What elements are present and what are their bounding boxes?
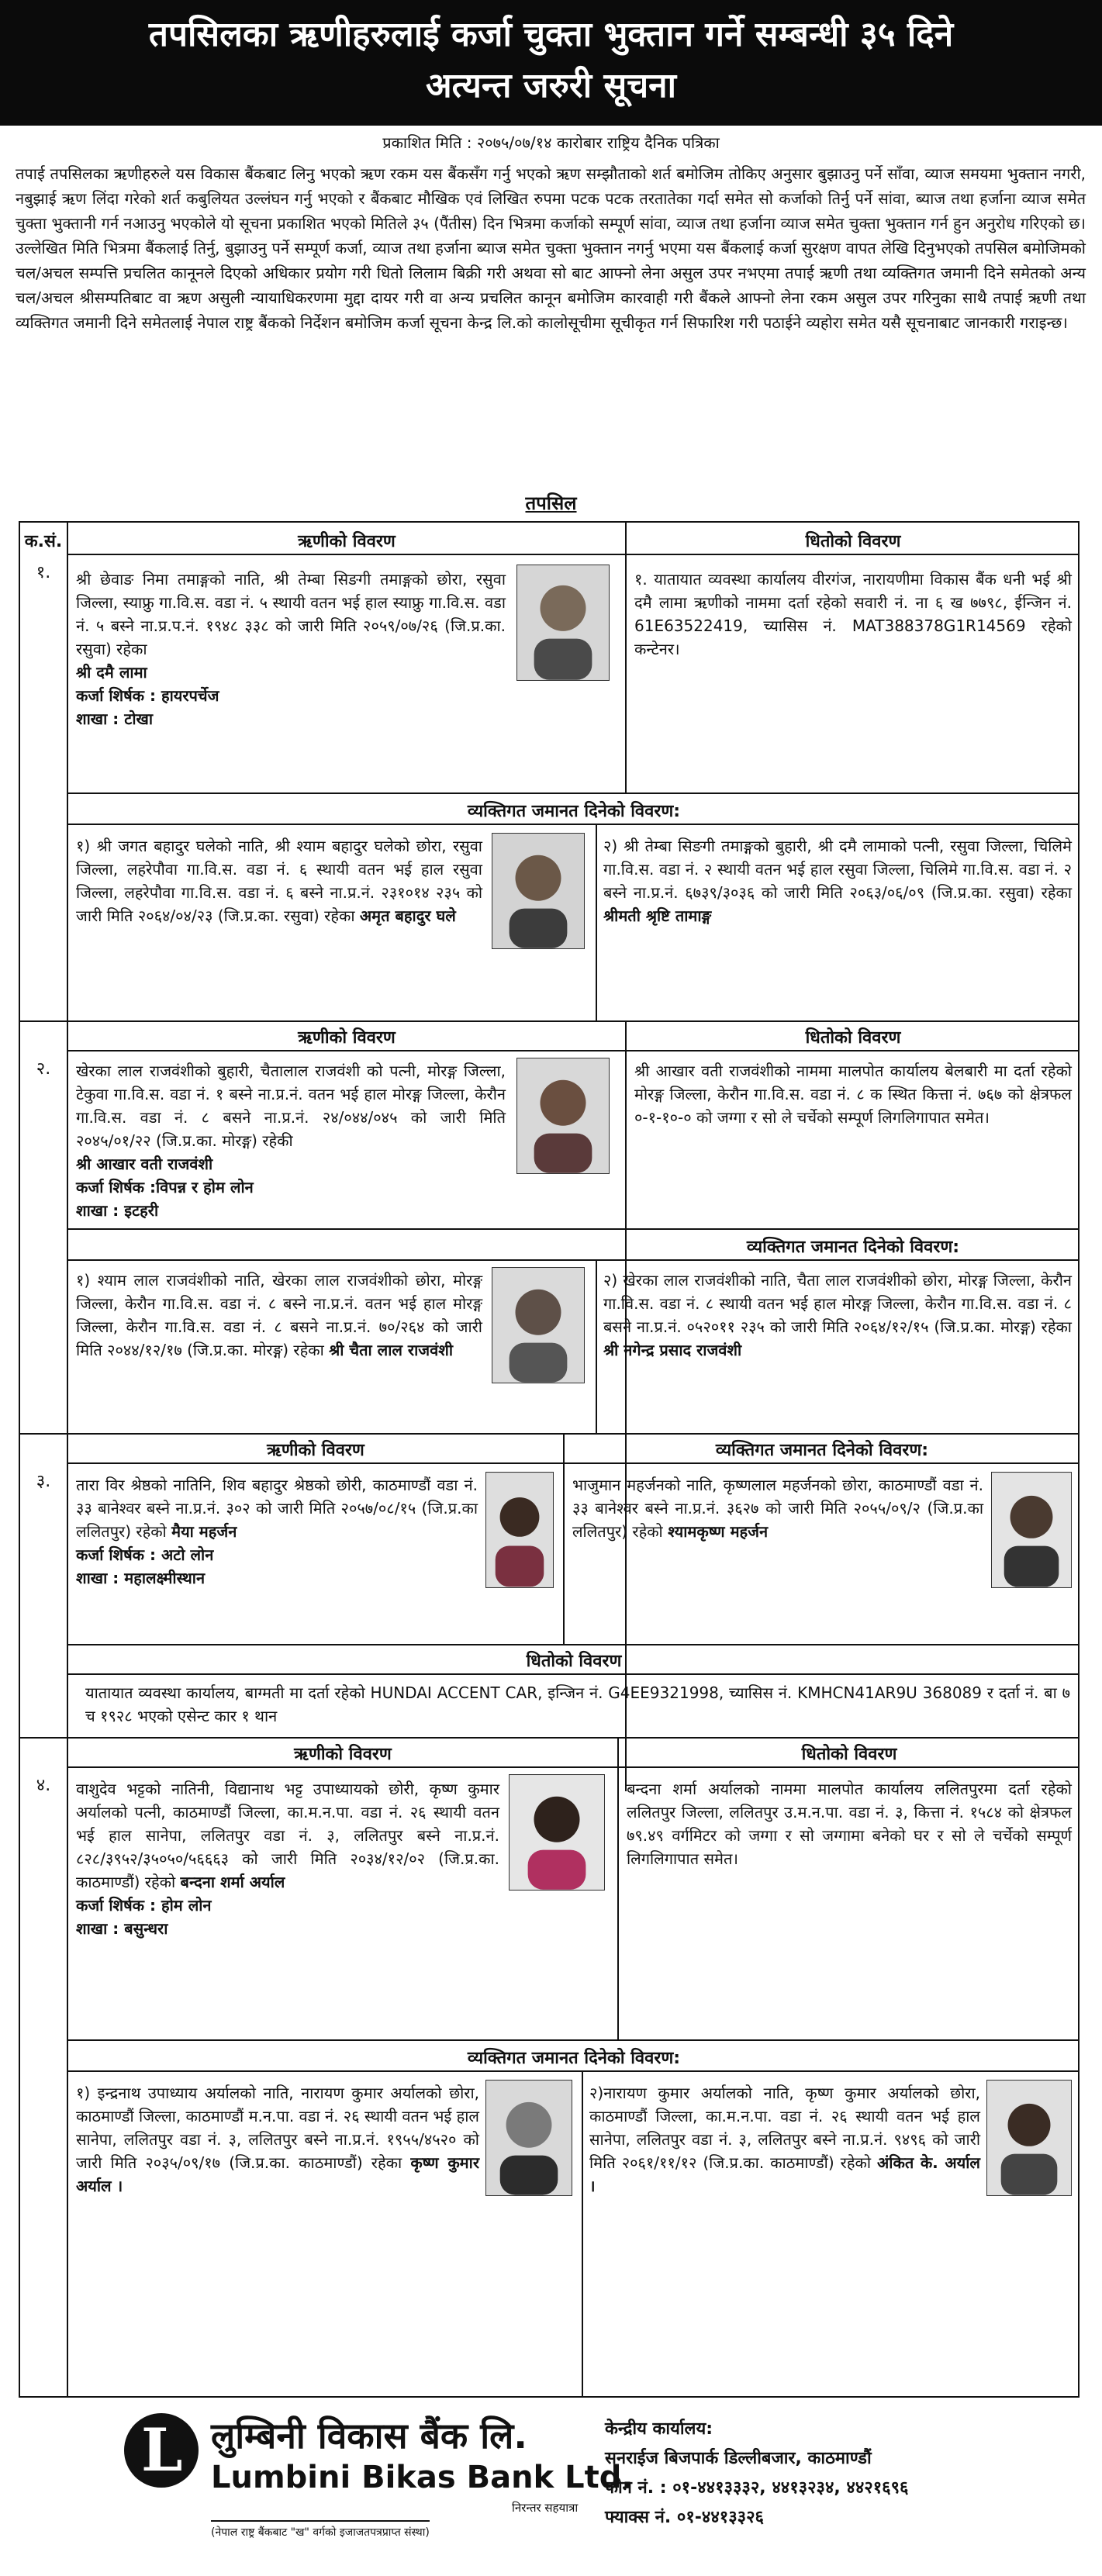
branch: शाखा : इटहरी (76, 1201, 159, 1220)
row2-collateral-heading: धितोको विवरण (805, 1028, 901, 1048)
row2-guarantor1 (76, 1269, 482, 1362)
table-rule (625, 523, 627, 792)
office-contact (605, 2415, 909, 2533)
table-rule (67, 1462, 1078, 1464)
bank-logo-icon: L (124, 2413, 199, 2488)
guarantor-text: २) श्री तेम्बा सिङगी तमाङ्गको बुहारी, श्री दमै लामाको पत्नी, रसुवा जिल्ला, चिलिमे गा.वि.स. वडा नं. २ स्थायी वतन भई हाल रसुवा जिल्ला, चिलिमे गा.वि.स. वडा नं. २ बस्ने ना.प्र.नं. ६७३९/३०३६ को जारी मिति २०६३/०६/०९ (जि.प्र.का. रसुवा) रहेका (603, 837, 1072, 902)
row3-guarantor-heading: व्यक्तिगत जमानत दिनेको विवरण: (715, 1441, 929, 1460)
row4-guarantor1 (76, 2081, 479, 2198)
row4-guarantor-heading: व्यक्तिगत जमानत दिनेको विवरण: (467, 2049, 681, 2068)
borrower-name: श्री दमै लामा (76, 663, 147, 682)
row2-borrower-detail (76, 1059, 506, 1222)
table-rule (67, 1259, 1078, 1261)
row1-collateral-detail: १. यातायात व्यवस्था कार्यालय वीरगंज, नारायणीमा विकास बैंक धनी भई श्री दमै लामा ऋणीको नाममा दर्ता रहेको सवारी नं. ना ६ ख ७७९८, ईन्जिन नं. 61E63522419, च्यासिस नं. MAT388378G1R14569 रहेको कन्टेनर। (634, 570, 1072, 658)
table-rule (67, 1228, 1078, 1230)
branch: शाखा : बसुन्धरा (76, 1919, 168, 1938)
row2-guarantor-heading: व्यक्तिगत जमानत दिनेको विवरण: (746, 1238, 960, 1257)
guarantor-photo (991, 1472, 1072, 1588)
table-rule (67, 824, 1078, 825)
row2-collateral-detail: श्री आखार वती राजवंशीको नाममा मालपोत कार्यालय बेलबारी मा दर्ता रहेको मोरङ्ग जिल्ला, केरौन गा.वि.स. वडा नं. ८ क स्थित कित्ता नं. ७६७ को क्षेत्रफल ०-१-१०-० को जग्गा र सो ले चर्चेको सम्पूर्ण लिगलिगापात समेत। (634, 1062, 1072, 1127)
row2-borrower-heading: ऋणीको विवरण (298, 1028, 396, 1048)
published-date: प्रकाशित मिति : २०७५/०७/१४ कारोबार राष्ट्रिय दैनिक पत्रिका (382, 133, 720, 152)
table-rule (582, 2070, 583, 2396)
loan-title: कर्जा शिर्षक : हायरपर्चेज (76, 686, 219, 705)
loan-title: कर्जा शिर्षक : होम लोन (76, 1896, 212, 1915)
details-table (19, 521, 1080, 2398)
borrower-name: श्री आखार वती राजवंशी (76, 1155, 213, 1173)
notice-intro-paragraph: तपाई तपसिलका ऋणीहरुले यस विकास बैंकबाट लिनु भएको ऋण रकम यस बैंकसँग गर्नु भएको ऋण सम्झौताको शर्त बमोजिम तोकिए अनुसार बुझाउनु पर्ने साँवा, व्याज समयमा भुक्तान नगरी, नबुझाई ऋण लिंदा गरेको शर्त कबुलियत उल्लंघन गर्नु भएको र बैंकबाट मौखिक एवं लिखित रुपमा पटक पटक तरतातेका गर्दा समेत सो कर्जाको तिर्नु पर्ने सांवा, ब्याज तथा हर्जाना व्याज समेत चुक्ता भुक्तानी गर्न नआउनु भएकोले यो सूचना प्रकाशित भएको मितिले ३५ (पैंतीस) दिन भित्रमा कर्जाको सम्पूर्ण सांवा, व्याज तथा हर्जाना व्याज समेत चुक्ता भुक्तान गर्न हुन अनुरोध गरिएको छ। उल्लेखित मिति भित्रमा बैंकलाई तिर्नु, बुझाउनु पर्ने सम्पूर्ण कर्जा, व्याज तथा हर्जाना ब्याज समेत चुक्ता भुक्तान नगर्नु भएमा यस बैंकलाई कर्जा सुरक्षण वापत लेखि दिनुभएको तपसिल बमोजिमको चल/अचल सम्पत्ति प्रचलित कानूनले दिएको अधिकार प्रयोग गरी धितो लिलाम बिक्री गरी अथवा सो बाट आफ्नो लेना असुल उपर नभएमा तपाई ऋणी तथा व्यक्तिगत जमानी दिने समेतको अन्य चल/अचल श्रीसम्पतिबाट वा ऋण असुली न्यायाधिकरणमा मुद्दा दायर गरी वा अन्य प्रचलित कानून बमोजिम कारवाही गरी बैंकले आफ्नो लेना रकम असुल उपर गरिनुका साथै तपाई ऋणी तथा व्यक्तिगत जमानी दिने समेतलाई नेपाल राष्ट्र बैंकको निर्देशन बमोजिम कर्जा सूचना केन्द्र लि.को कालोसूचीमा सूचीकृत गर्न सिफारिश गरी पठाईने व्यहोरा समेत यसै सूचनाबाट जानकारी गराइन्छ। (16, 164, 1086, 332)
guarantor-photo (492, 1267, 585, 1383)
branch: शाखा : महालक्ष्मीस्थान (76, 1569, 206, 1587)
guarantor-text: भाजुमान महर्जनको नाति, कृष्णलाल महर्जनको छोरा, काठमाण्डौं वडा नं. ३३ बानेश्वर बस्ने ना.प्र.नं. ३६२७ को जारी मिति २०५५/०९/२ (जि.प्र.का ललितपुर) रहेको (572, 1476, 983, 1541)
row1-guarantor1 (76, 834, 482, 927)
row4-borrower-heading: ऋणीको विवरण (294, 1745, 392, 1764)
notice-title-line2: अत्यन्त जरुरी सूचना (425, 66, 677, 105)
borrower-text-body: तारा विर श्रेष्ठको नातिनि, शिव बहादुर श्रेष्ठको छोरी, काठमाण्डौं वडा नं. ३३ बानेश्वर बस्ने ना.प्र.नं. ३०२ को जारी मिति २०५७/०८/१५ (जि.प्र.का ललितपुर) रहेको (76, 1476, 478, 1541)
guarantor-text: २)नारायण कुमार अर्यालको नाति, कृष्ण कुमार अर्यालको छोरा, काठमाण्डौं जिल्ला, का.म.न.पा. वडा नं. २६ स्थायी वतन भई हाल सानेपा, ललितपुर वडा नं. ३, ललितपुर बस्ने ना.प्र.नं. ९४९६ को जारी मिति २०६१/११/१२ (जि.प्र.का. काठमाण्डौं) रहेको (589, 2084, 980, 2172)
row1-guarantor2 (603, 834, 1072, 927)
guarantor-name: श्री नगेन्द्र प्रसाद राजवंशी (603, 1341, 742, 1359)
guarantor-name: अमृत बहादुर घले (359, 906, 456, 925)
office-fax: फ्याक्स नं. ०१-४४१३३२६ (605, 2508, 765, 2527)
row4-guarantor2 (589, 2081, 980, 2198)
table-rule (20, 1737, 1078, 1739)
bank-slogan: निरन्तर सहयात्रा (512, 2501, 579, 2515)
bank-name-nepali: लुम्बिनी विकास बैंक लि. (211, 2415, 527, 2457)
guarantor-text: १) श्री जगत बहादुर घलेको नाति, श्री श्याम बहादुर घलेको छोरा, रसुवा जिल्ला, लहरेपौवा गा.वि.स. वडा नं. ६ स्थायी वतन भई हाल रसुवा जिल्ला, लहरेपौवा गा.वि.स. वडा नं. ६ बस्ने ना.प्र.नं. २३१०१४ २३५ को जारी मिति २०६४/०४/२३ (जि.प्र.का. रसुवा) रहेका (76, 837, 482, 925)
row-serial: २. (36, 1059, 51, 1079)
guarantor-name: श्यामकृष्ण महर्जन (668, 1522, 769, 1541)
bank-footer (0, 2404, 1102, 2576)
table-rule (563, 1433, 565, 1644)
office-address: सनराईज बिजपार्क डिल्लीबजार, काठमाण्डौं (605, 2449, 872, 2468)
table-rule (67, 2070, 1078, 2072)
guarantor-text: १) श्याम लाल राजवंशीको नाति, खेरका लाल राजवंशीको छोरा, मोरङ्ग जिल्ला, केरौन गा.वि.स. वडा नं. ८ बस्ने ना.प्र.नं. वतन भई हाल मोरङ्ग जिल्ला, केरौन गा.वि.स. वडा नं. ८ बसने ना.प्र.नं. ७०/२६४ को जारी मिति २०४४/१२/१७ (जि.प्र.का. मोरङ्ग) रहेका (76, 1271, 482, 1359)
office-phone: फोन नं. : ०१-४४१३३३२, ४४१३२३४, ४४२१६९६ (605, 2478, 909, 2498)
borrower-name: बन्दना शर्मा अर्याल (180, 1873, 285, 1891)
table-rule (617, 1737, 619, 2039)
borrower-photo (485, 1472, 554, 1588)
guarantor-text: १) इन्द्रनाथ उपाध्याय अर्यालको नाति, नारायण कुमार अर्यालको छोरा, काठमाण्डौं जिल्ला, काठमाण्डौं म.न.पा. वडा नं. २६ स्थायी वतन भई हाल सानेपा, ललितपुर वडा नं. ३, ललितपुर बस्ने ना.प्र.नं. १९५५/४५२० को जारी मिति २०३५/०९/१७ (जि.प्र.का. काठमाण्डौं) रहेका (76, 2084, 479, 2172)
guarantor-text: २) खेरका लाल राजवंशीको नाति, चैता लाल राजवंशीको छोरा, मोरङ्ग जिल्ला, केरौन गा.वि.स. वडा नं. ८ स्थायी वतन भई हाल मोरङ्ग जिल्ला, केरौन गा.वि.स. वडा नं. ८ बसने ना.प्र.नं. ०५२०११ २३५ को जारी मिति २०६४/१२/१५ (जि.प्र.का. मोरङ्ग) रहेका (603, 1271, 1072, 1336)
table-rule (625, 1020, 627, 1230)
guarantor-name: श्रीमती श्रृष्टि तामाङ्ग (603, 906, 712, 925)
guarantor-photo (492, 833, 585, 949)
notice-title-line1: तपसिलका ऋणीहरुलाई कर्जा चुक्ता भुक्तान गर्ने सम्बन्धी ३५ दिने (148, 15, 954, 54)
table-rule (596, 1259, 597, 1433)
notice-header (0, 0, 1102, 126)
row3-borrower-detail (76, 1473, 478, 1590)
table-rule (20, 1433, 1078, 1435)
loan-title: कर्जा शिर्षक :विपन्न र होम लोन (76, 1178, 254, 1196)
table-rule (20, 1020, 1078, 1022)
row1-borrower-detail (76, 568, 506, 730)
bank-name-english: Lumbini Bikas Bank Ltd. (211, 2460, 634, 2495)
table-rule (67, 1673, 1078, 1675)
table-rule (67, 554, 1078, 555)
borrower-photo (516, 565, 610, 681)
row-serial: ४. (36, 1776, 51, 1795)
table-rule (596, 824, 597, 1020)
row1-guarantor-heading: व्यक्तिगत जमानत दिनेको विवरण: (467, 802, 681, 821)
borrower-text (76, 1473, 478, 1543)
row2-guarantor2 (603, 1269, 1072, 1362)
guarantor-photo (986, 2080, 1072, 2196)
details-heading: तपसिल (525, 492, 577, 514)
table-rule (67, 1050, 1078, 1051)
row3-collateral-heading: धितोको विवरण (526, 1652, 622, 1671)
table-rule (67, 2039, 1078, 2041)
borrower-text: खेरका लाल राजवंशीको बुहारी, चैतालाल राजवंशी को पत्नी, मोरङ्ग जिल्ला, टेकुवा गा.वि.स. वडा नं. १ बस्ने ना.प्र.नं. वतन भई हाल मोरङ्ग जिल्ला, केरौन गा.वि.स. वडा नं. ८ बसने ना.प्र.नं. २४/०४४/०४५ को जारी मिति २०४५/०१/२२ (जि.प्र.का. मोरङ्ग) रहेकी (76, 1062, 506, 1150)
row4-collateral-heading: धितोको विवरण (801, 1745, 897, 1764)
borrower-text (76, 1777, 499, 1894)
borrower-text: श्री छेवाङ निमा तमाङ्गको नाति, श्री तेम्बा सिङगी तमाङ्गको छोरा, रसुवा जिल्ला, स्याफ्रु गा.वि.स. वडा नं. ५ स्थायी वतन भई हाल स्याफ्रु गा.वि.स. वडा नं. ५ बस्ने ना.प्र.प.नं. १९४८ ३३८ को जारी मिति २०५९/०७/२६ (जि.प्र.का. रसुवा) रहेका (76, 570, 506, 658)
row1-collateral-heading: धितोको विवरण (805, 532, 901, 551)
office-title: केन्द्रीय कार्यालय: (605, 2419, 713, 2439)
row3-borrower-heading: ऋणीको विवरण (267, 1441, 364, 1460)
row-serial: ३. (36, 1472, 51, 1491)
guarantor-name: अंकित के. अर्याल । (589, 2153, 980, 2195)
borrower-photo (509, 1774, 605, 1891)
table-rule (67, 1766, 1078, 1768)
row4-borrower-detail (76, 1777, 499, 1940)
guarantor-photo (485, 2080, 572, 2196)
guarantor-name: श्री चैता लाल राजवंशी (329, 1341, 454, 1359)
branch: शाखा : टोखा (76, 710, 154, 728)
row3-guarantor (572, 1473, 983, 1543)
borrower-name: मैया महर्जन (171, 1522, 237, 1541)
guarantor-name: कृष्ण कुमार अर्याल । (76, 2153, 480, 2195)
col-sn-header: क.सं. (24, 532, 63, 551)
bank-license-note: (नेपाल राष्ट्र बैंकबाट "ख" वर्गको इजाजतपत्रप्राप्त संस्था) (211, 2520, 430, 2540)
borrower-text-body: वाशुदेव भट्टको नातिनी, विद्यानाथ भट्ट उपाध्यायको छोरी, कृष्ण कुमार अर्यालको पत्नी, काठमाण्डौं जिल्ला, का.म.न.पा. वडा नं. २६ स्थायी वतन भई हाल सानेपा, ललितपुर वडा नं. ३, ललितपुर बस्ने ना.प्र.नं. ८२८/३९५२/३५०५०/५६६६३ को जारी मिति २०३४/१२/०२ (जि.प्र.का. काठमाण्डौं) रहेको (76, 1780, 499, 1891)
row4-collateral-detail: बन्दना शर्मा अर्यालको नाममा मालपोत कार्यालय ललितपुरमा दर्ता रहेको ललितपुर जिल्ला, ललितपुर उ.म.न.पा. वडा नं. ३, कित्ता नं. १५८४ को क्षेत्रफल ७९.४९ वर्गमिटर को जग्गा र सो जग्गामा बनेको घर र सो ले चर्चेको सम्पूर्ण लिगलिगापात समेत। (627, 1780, 1072, 1868)
table-rule (67, 792, 1078, 794)
row1-borrower-heading: ऋणीको विवरण (298, 532, 396, 551)
table-rule (67, 1644, 1078, 1645)
row3-collateral-detail: यातायात व्यवस्था कार्यालय, बाग्मती मा दर्ता रहेको HUNDAI ACCENT CAR, इन्जिन नं. G4EE9321998, च्यासिस नं. KMHCN41AR9U 368089 र दर्ता नं. बा ७ च १९२८ भएको एसेन्ट कार १ थान (85, 1683, 1070, 1725)
row-serial: १. (36, 563, 51, 582)
borrower-photo (516, 1058, 610, 1174)
loan-title: कर्जा शिर्षक : अटो लोन (76, 1545, 214, 1564)
